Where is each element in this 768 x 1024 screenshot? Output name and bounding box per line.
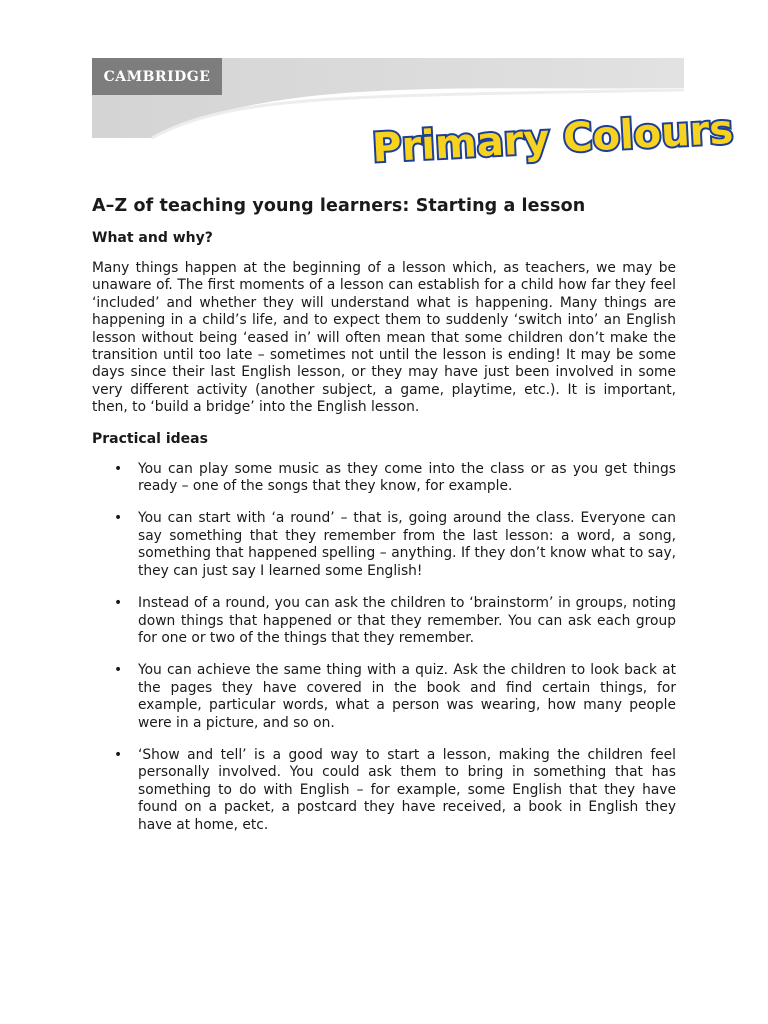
list-item: [92, 510, 676, 580]
bullet-icon: •: [114, 662, 123, 679]
section-heading-what-and-why: What and why?: [92, 230, 213, 246]
bullet-icon: •: [114, 746, 123, 763]
list-item: [92, 461, 676, 496]
list-item-text: Instead of a round, you can ask the children to ‘brainstorm’ in groups, noting down things that happened or that they remember. You can ask each group for one or two of the things that they remember.: [138, 595, 676, 646]
bullet-icon: •: [114, 460, 123, 477]
practical-ideas-list: [92, 461, 676, 834]
intro-paragraph: Many things happen at the beginning of a lesson which, as teachers, we may be unaware of. The first moments of a lesson can establish for a child how far they feel ‘included’ and whether they will understand what is happening. Many things are happening in a child’s life, and to expect them to suddenly ‘switch into’ an English lesson without being ‘eased in’ will often mean that some children don’t make the transition until too late – sometimes not until the lesson is ending! It may be some days since their last English lesson, or they may have just been involved in some very different activity (another subject, a game, playtime, etc.). It is important, then, to ‘build a bridge’ into the English lesson.: [92, 260, 676, 416]
series-logo: [368, 106, 735, 172]
bullet-icon: •: [114, 510, 123, 527]
document-title: A–Z of teaching young learners: Starting a lesson: [92, 196, 586, 216]
series-logo-text: Primary Colours: [371, 106, 735, 172]
list-item-text: You can achieve the same thing with a quiz. Ask the children to look back at the pages they have covered in the book and find certain things, for example, particular words, what a person was wearing, how many people were in a picture, and so on.: [138, 662, 676, 731]
list-item-text: ‘Show and tell’ is a good way to start a lesson, making the children feel personally involved. You could ask them to bring in something that has something to do with English – for example, some English that they have found on a packet, a postcard they have received, a book in English they have at home, etc.: [138, 746, 676, 833]
list-item: [92, 595, 676, 647]
series-logo-graphic: [368, 106, 735, 172]
bullet-icon: •: [114, 595, 123, 612]
list-item: [92, 747, 676, 834]
list-item-text: You can play some music as they come into the class or as you get things ready – one of the songs that they know, for example.: [138, 460, 676, 495]
publisher-name: CAMBRIDGE: [103, 68, 211, 85]
document-body: [92, 196, 676, 849]
list-item: [92, 662, 676, 732]
publisher-logo: [92, 58, 222, 95]
section-heading-practical-ideas: Practical ideas: [92, 430, 208, 447]
list-item-text: You can start with ‘a round’ – that is, going around the class. Everyone can say something that they remember from the last lesson: a word, a song, something that happened spelling – anything. If they don’t know what to say, they can just say I learned some English!: [138, 510, 676, 579]
